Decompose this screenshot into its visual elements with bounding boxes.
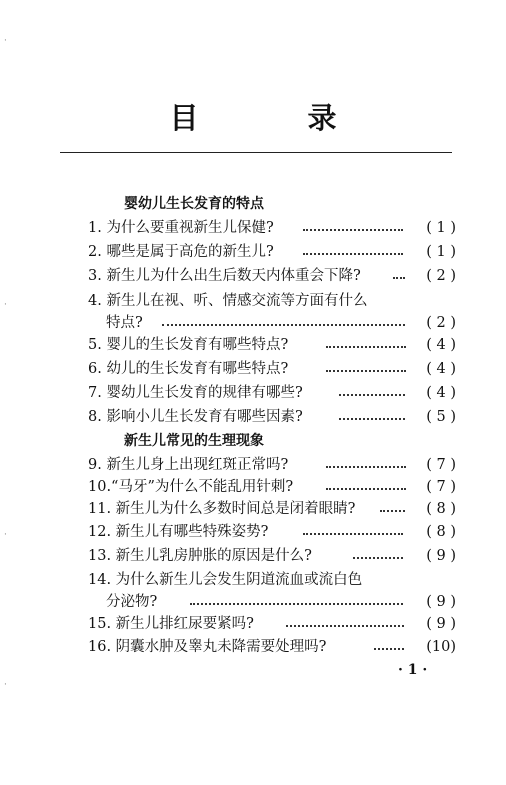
toc-entry-title: 10.“马牙”为什么不能乱用针刺? bbox=[88, 479, 294, 495]
scan-mark: · bbox=[4, 300, 7, 310]
toc-entry-title: 9. 新生儿身上出现红斑正常吗? bbox=[88, 457, 289, 473]
scan-mark: · bbox=[4, 680, 7, 690]
toc-entry-page: ( 9 ) bbox=[426, 548, 456, 564]
toc-entry[interactable] bbox=[0, 382, 506, 404]
leader-dots bbox=[339, 418, 405, 421]
leader-dots bbox=[190, 603, 403, 606]
toc-entry-title: 11. 新生儿为什么多数时间总是闭着眼睛? bbox=[88, 501, 356, 517]
toc-entry-page: ( 5 ) bbox=[426, 409, 456, 425]
toc-entry[interactable] bbox=[0, 454, 506, 476]
toc-entry[interactable] bbox=[0, 545, 506, 567]
toc-entry-continuation[interactable] bbox=[0, 312, 506, 334]
leader-dots bbox=[374, 648, 404, 651]
section-heading-text: 新生儿常见的生理现象 bbox=[124, 433, 264, 449]
toc-entry-title: 15. 新生儿排红尿要紧吗? bbox=[88, 616, 254, 632]
toc-entry-title: 8. 影响小儿生长发育有哪些因素? bbox=[88, 409, 303, 425]
page-title: 目 录 bbox=[169, 101, 377, 135]
toc-entry-title: 14. 为什么新生儿会发生阴道流血或流白色 bbox=[88, 572, 363, 588]
leader-dots bbox=[326, 370, 406, 373]
leader-dots bbox=[162, 324, 405, 327]
toc-entry[interactable] bbox=[0, 290, 506, 312]
toc-entry[interactable] bbox=[0, 217, 506, 239]
leader-dots bbox=[326, 488, 406, 491]
leader-dots bbox=[326, 466, 406, 469]
section-heading bbox=[0, 430, 506, 452]
leader-dots bbox=[380, 510, 405, 513]
toc-entry-title: 5. 婴儿的生长发育有哪些特点? bbox=[88, 337, 289, 353]
toc-entry-title: 4. 新生儿在视、听、情感交流等方面有什么 bbox=[88, 293, 368, 309]
title-divider bbox=[60, 152, 452, 153]
toc-entry-page: ( 9 ) bbox=[426, 616, 456, 632]
toc-entry-page: ( 4 ) bbox=[426, 361, 456, 377]
toc-entry[interactable] bbox=[0, 613, 506, 635]
toc-entry[interactable] bbox=[0, 569, 506, 591]
toc-entry[interactable] bbox=[0, 636, 506, 658]
leader-dots bbox=[303, 253, 403, 256]
toc-entry[interactable] bbox=[0, 265, 506, 287]
toc-entry-title: 2. 哪些是属于高危的新生儿? bbox=[88, 244, 274, 260]
toc-entry[interactable] bbox=[0, 498, 506, 520]
toc-entry-title: 13. 新生儿乳房肿胀的原因是什么? bbox=[88, 548, 312, 564]
page-number: · 1 · bbox=[398, 662, 428, 678]
toc-entry-title: 12. 新生儿有哪些特殊姿势? bbox=[88, 524, 269, 540]
leader-dots bbox=[393, 277, 405, 280]
toc-entry-page: ( 2 ) bbox=[426, 315, 456, 331]
leader-dots bbox=[303, 533, 403, 536]
toc-entry-page: ( 7 ) bbox=[426, 457, 456, 473]
toc-entry-page: ( 4 ) bbox=[426, 385, 456, 401]
toc-entry[interactable] bbox=[0, 241, 506, 263]
toc-entry[interactable] bbox=[0, 334, 506, 356]
toc-entry-title: 16. 阴囊水肿及睾丸未降需要处理吗? bbox=[88, 639, 327, 655]
toc-entry-page: ( 7 ) bbox=[426, 479, 456, 495]
toc-entry-page: ( 8 ) bbox=[426, 524, 456, 540]
toc-entry-title: 3. 新生儿为什么出生后数天内体重会下降? bbox=[88, 268, 361, 284]
toc-entry-title: 6. 幼儿的生长发育有哪些特点? bbox=[88, 361, 289, 377]
toc-entry-page: ( 1 ) bbox=[426, 220, 456, 236]
toc-entry[interactable] bbox=[0, 476, 506, 498]
toc-entry[interactable] bbox=[0, 521, 506, 543]
toc-entry-continuation[interactable] bbox=[0, 591, 506, 613]
toc-entry-title: 1. 为什么要重视新生儿保健? bbox=[88, 220, 274, 236]
toc-entry[interactable] bbox=[0, 406, 506, 428]
leader-dots bbox=[303, 229, 403, 232]
leader-dots bbox=[326, 346, 406, 349]
leader-dots bbox=[353, 557, 403, 560]
toc-entry-page: ( 9 ) bbox=[426, 594, 456, 610]
toc-entry-page: ( 2 ) bbox=[426, 268, 456, 284]
toc-entry-title: 分泌物? bbox=[106, 594, 158, 610]
toc-entry-page: ( 1 ) bbox=[426, 244, 456, 260]
toc-entry-title: 7. 婴幼儿生长发育的规律有哪些? bbox=[88, 385, 303, 401]
toc-entry-page: ( 4 ) bbox=[426, 337, 456, 353]
toc-entry-title: 特点? bbox=[106, 315, 143, 331]
leader-dots bbox=[339, 394, 405, 397]
section-heading-text: 婴幼儿生长发育的特点 bbox=[124, 196, 264, 212]
section-heading bbox=[0, 193, 506, 215]
toc-entry-page: (10) bbox=[426, 639, 456, 655]
toc-entry-page: ( 8 ) bbox=[426, 501, 456, 517]
scan-mark: · bbox=[4, 530, 7, 540]
leader-dots bbox=[286, 625, 404, 628]
scan-mark: · bbox=[4, 36, 7, 46]
toc-entry[interactable] bbox=[0, 358, 506, 380]
